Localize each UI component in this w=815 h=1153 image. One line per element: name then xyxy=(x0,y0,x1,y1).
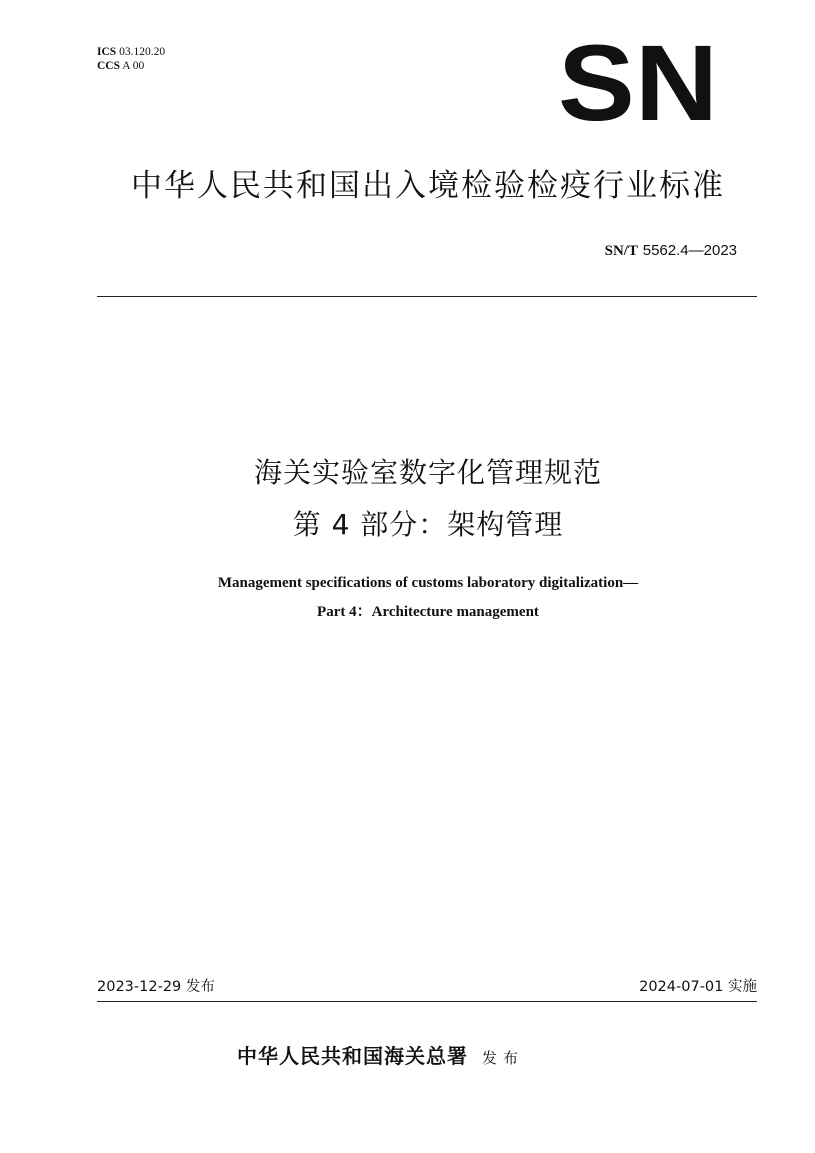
title-cn-line2: 第 4 部分：架构管理 xyxy=(292,508,564,541)
title-en-line2: Part 4：Architecture management xyxy=(317,604,539,620)
top-divider xyxy=(97,296,757,297)
sn-logo xyxy=(556,40,720,124)
issuer-title: 中华人民共和国出入境检验检疫行业标准 xyxy=(131,168,725,204)
title-en-line1: Management specifications of customs laboratory digitalization— xyxy=(217,575,639,591)
standard-number xyxy=(605,241,737,260)
bottom-divider xyxy=(97,1001,757,1002)
ics-value: 03.120.20 xyxy=(119,46,166,58)
title-cn-line1: 海关实验室数字化管理规范 xyxy=(253,456,602,489)
publisher-action: 发布 xyxy=(482,1049,525,1067)
ics-label: ICS xyxy=(97,46,117,58)
ccs-label: CCS xyxy=(97,60,121,72)
publisher xyxy=(237,1040,524,1069)
sn-logo-text: SN xyxy=(558,40,718,124)
issue-date: 2023-12-29 发布 xyxy=(97,979,215,995)
standard-number-value: 5562.4—2023 xyxy=(642,242,737,259)
standard-number-prefix: SN/T xyxy=(604,243,638,259)
ccs-value: A 00 xyxy=(122,60,145,72)
implementation-date: 2024-07-01 实施 xyxy=(639,979,757,995)
ics-code xyxy=(97,45,165,59)
classification-codes xyxy=(97,45,165,73)
ccs-code xyxy=(97,59,165,73)
publisher-name: 中华人民共和国海关总署 xyxy=(237,1044,468,1068)
